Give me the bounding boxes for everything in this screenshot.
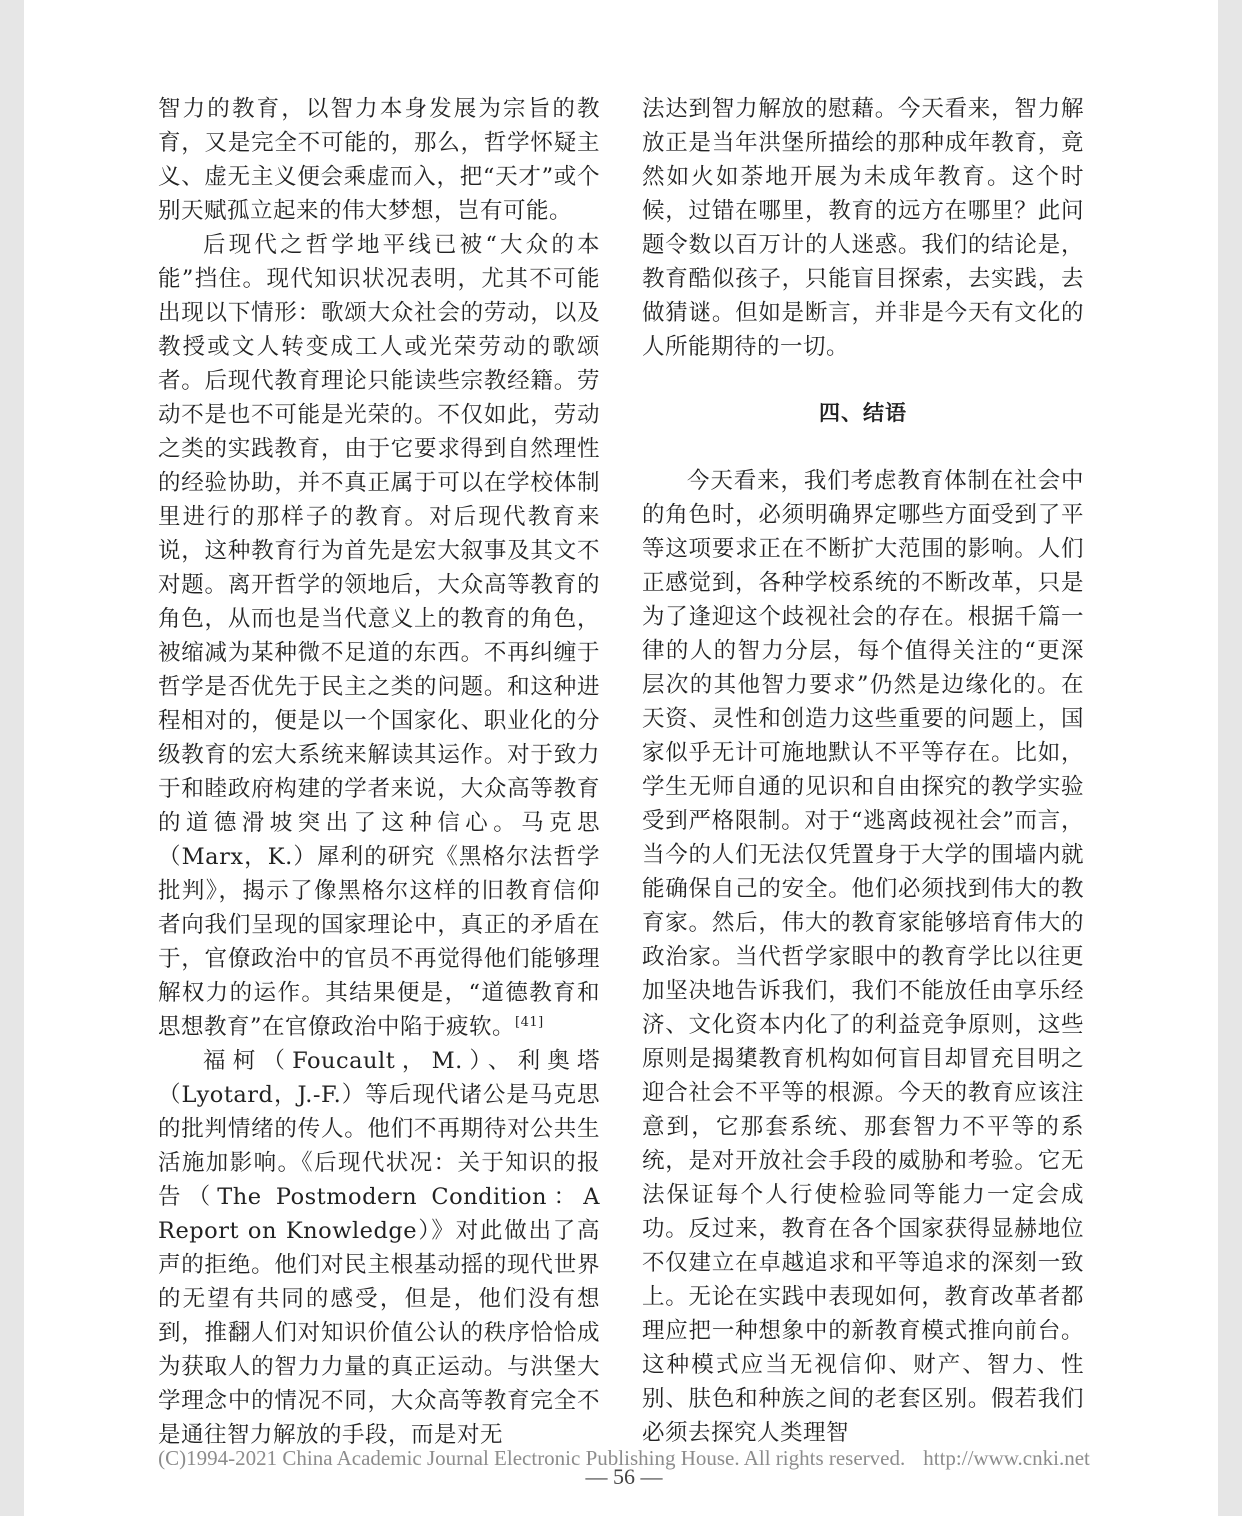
section-heading: 四、结语 bbox=[819, 400, 907, 425]
copyright-text: (C)1994-2021 China Academic Journal Electronic Publishing House. All rights reserved. bbox=[158, 1446, 906, 1470]
right-column bbox=[642, 92, 1084, 1450]
left-paragraph-2 bbox=[158, 228, 600, 1044]
spacer bbox=[642, 430, 1084, 464]
cnki-url-link[interactable]: http://www.cnki.net bbox=[923, 1446, 1090, 1470]
left-paragraph-3: 福柯（Foucault，M.）、利奥塔（Lyotard，J.-F.）等后现代诸公是马克思的批判情绪的传人。他们不再期待对公共生活施加影响。《后现代状况：关于知识的报告（The Postmodern Condition：A Report on Knowledge）》对此做出了高声的拒绝。他们对民主根基动摇的现代世界的无望有共同的感受，但是，他们没有想到，推翻人们对知识价值公认的秩序恰恰成为获取人的智力力量的真正运动。与洪堡大学理念中的情况不同，大众高等教育完全不是通往智力解放的手段，而是对无 bbox=[158, 1048, 600, 1448]
right-paragraph-2: 今天看来，我们考虑教育体制在社会中的角色时，必须明确界定哪些方面受到了平等这项要求正在不断扩大范围的影响。人们正感觉到，各种学校系统的不断改革，只是为了逢迎这个歧视社会的存在。根据千篇一律的人的智力分层，每个值得关注的“更深层次的其他智力要求”仍然是边缘化的。在天资、灵性和创造力这些重要的问题上，国家似乎无计可施地默认不平等存在。比如，学生无师自通的见识和自由探究的教学实验受到严格限制。对于“逃离歧视社会”而言，当今的人们无法仅凭置身于大学的围墙内就能确保自己的安全。他们必须找到伟大的教育家。然后，伟大的教育家能够培育伟大的政治家。当代哲学家眼中的教育学比以往更加坚决地告诉我们，我们不能放任由享乐经济、文化资本内化了的利益竞争原则，这些原则是揭橥教育机构如何盲目却冒充目明之迎合社会不平等的根源。今天的教育应该注意到，它那套系统、那套智力不平等的系统，是对开放社会手段的威胁和考验。它无法保证每个人行使检验同等能力一定会成功。反过来，教育在各个国家获得显赫地位不仅建立在卓越追求和平等追求的深刻一致上。无论在实践中表现如何，教育改革者都理应把一种想象中的新教育模式推向前台。这种模式应当无视信仰、财产、智力、性别、肤色和种族之间的老套区别。假若我们必须去探究人类理智 bbox=[642, 468, 1084, 1446]
left-column bbox=[158, 92, 600, 1452]
page-number: — 56 — bbox=[585, 1464, 663, 1489]
citation-41[interactable]: [41] bbox=[515, 1015, 544, 1030]
document-page bbox=[24, 0, 1218, 1516]
spacer bbox=[642, 364, 1084, 396]
left-paragraph-1: 智力的教育，以智力本身发展为宗旨的教育，又是完全不可能的，那么，哲学怀疑主义、虚无主义便会乘虚而入，把“天才”或个别天赋孤立起来的伟大梦想，岂有可能。 bbox=[158, 96, 600, 224]
left-paragraph-2-text: 后现代之哲学地平线已被“大众的本能”挡住。现代知识状况表明，尤其不可能出现以下情形：歌颂大众社会的劳动，以及教授或文人转变成工人或光荣劳动的歌颂者。后现代教育理论只能读些宗教经籍。劳动不是也不可能是光荣的。不仅如此，劳动之类的实践教育，由于它要求得到自然理性的经验协助，并不真正属于可以在学校体制里进行的那样子的教育。对后现代教育来说，这种教育行为首先是宏大叙事及其文不对题。离开哲学的领地后，大众高等教育的角色，从而也是当代意义上的教育的角色，被缩减为某种微不足道的东西。不再纠缠于哲学是否优先于民主之类的问题。和这种进程相对的，便是以一个国家化、职业化的分级教育的宏大系统来解读其运作。对于致力于和睦政府构建的学者来说，大众高等教育的道德滑坡突出了这种信心。马克思（Marx，K.）犀利的研究《黑格尔法哲学批判》，揭示了像黑格尔这样的旧教育信仰者向我们呈现的国家理论中，真正的矛盾在于，官僚政治中的官员不再觉得他们能够理解权力的运作。其结果便是，“道德教育和思想教育”在官僚政治中陷于疲软。 bbox=[158, 232, 600, 1040]
right-paragraph-1: 法达到智力解放的慰藉。今天看来，智力解放正是当年洪堡所描绘的那种成年教育，竟然如火如荼地开展为未成年教育。这个时候，过错在哪里，教育的远方在哪里？此问题令数以百万计的人迷惑。我们的结论是，教育酷似孩子，只能盲目探索，去实践，去做猜谜。但如是断言，并非是今天有文化的人所能期待的一切。 bbox=[642, 96, 1084, 360]
